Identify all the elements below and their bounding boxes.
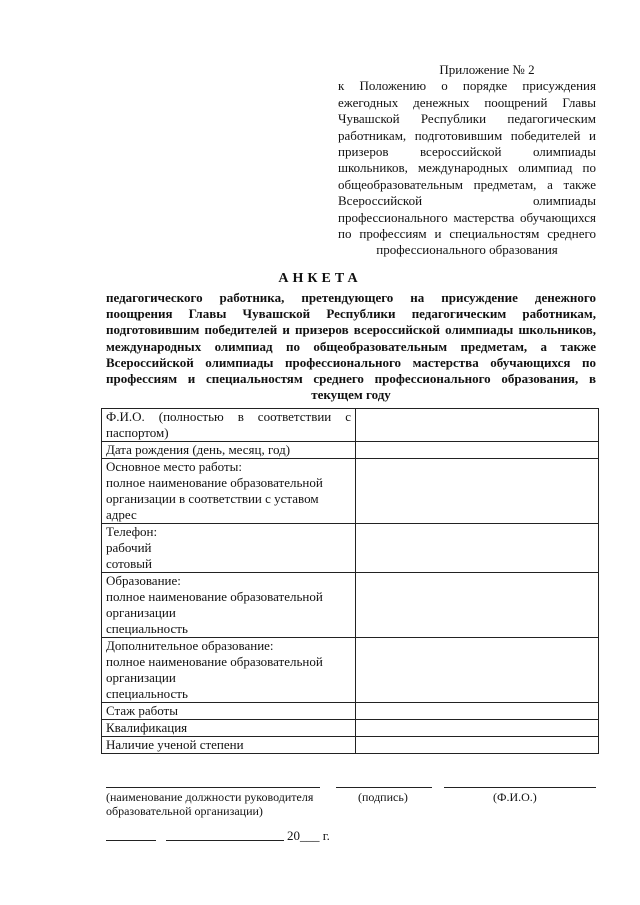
row-label: Телефон: рабочий сотовый	[102, 524, 356, 573]
appendix-text: к Положению о порядке присуждения ежегодных денежных поощрений Главы Чувашской Республики педагогическим работникам, подготовившим победителей и призеров всероссийской олимпиады школьников, международных олимпиад по общеобразовательным предметам, а также Всероссийской олимпиады профессионального мастерства обучающихся по профессиям и специальностям среднего профессионального образования	[338, 78, 596, 258]
position-signature-line[interactable]	[106, 787, 320, 788]
signature-line[interactable]	[336, 787, 432, 788]
row-value-cell[interactable]	[356, 737, 599, 754]
table-row	[102, 459, 599, 524]
questionnaire-table	[101, 408, 599, 754]
row-value-cell[interactable]	[356, 720, 599, 737]
form-subheading: педагогического работника, претендующего на присуждение денежного поощрения Главы Чувашской Республики педагогическим работникам, подготовившим победителей и призеров всероссийской олимпиады школьников, международных олимпиад по общеобразовательным предметам, а также Всероссийской олимпиады профессионального мастерства обучающихся по профессиям и специальностям среднего профессионального образования, в текущем году	[106, 290, 596, 403]
row-label: Квалификация	[102, 720, 356, 737]
row-label: Наличие ученой степени	[102, 737, 356, 754]
row-label-text: Основное место работы: полное наименование образовательной организации в соответствии с уставом адрес	[106, 459, 323, 522]
appendix-block	[338, 62, 596, 259]
name-caption: (Ф.И.О.)	[493, 790, 537, 804]
form-heading: АНКЕТА	[278, 271, 362, 286]
row-label: Образование: полное наименование образовательной организации специальность	[102, 573, 356, 638]
date-month-line[interactable]	[166, 840, 284, 841]
date-year: 20___ г.	[287, 828, 330, 843]
row-label: Дополнительное образование: полное наименование образовательной организации специальность	[102, 638, 356, 703]
signature-caption: (подпись)	[358, 790, 408, 804]
row-label	[102, 459, 356, 524]
row-value-cell[interactable]	[356, 409, 599, 442]
row-value-cell[interactable]	[356, 524, 599, 573]
row-label: Стаж работы	[102, 703, 356, 720]
table-row	[102, 409, 599, 442]
table-row	[102, 638, 599, 703]
row-label	[102, 409, 356, 442]
row-label-text: Ф.И.О. (полностью в соответствии с паспортом)	[106, 409, 351, 440]
appendix-title: Приложение № 2	[439, 62, 535, 77]
row-value-cell[interactable]	[356, 573, 599, 638]
name-signature-line[interactable]	[444, 787, 596, 788]
position-caption: (наименование должности руководителя образовательной организации)	[106, 790, 314, 818]
table-row	[102, 573, 599, 638]
row-value-cell[interactable]	[356, 442, 599, 459]
row-value-cell[interactable]	[356, 638, 599, 703]
table-row	[102, 737, 599, 754]
date-day-line[interactable]	[106, 840, 156, 841]
row-value-cell[interactable]	[356, 703, 599, 720]
row-label: Дата рождения (день, месяц, год)	[102, 442, 356, 459]
table-row	[102, 442, 599, 459]
row-value-cell[interactable]	[356, 459, 599, 524]
table-row	[102, 720, 599, 737]
table-row	[102, 703, 599, 720]
table-row	[102, 524, 599, 573]
